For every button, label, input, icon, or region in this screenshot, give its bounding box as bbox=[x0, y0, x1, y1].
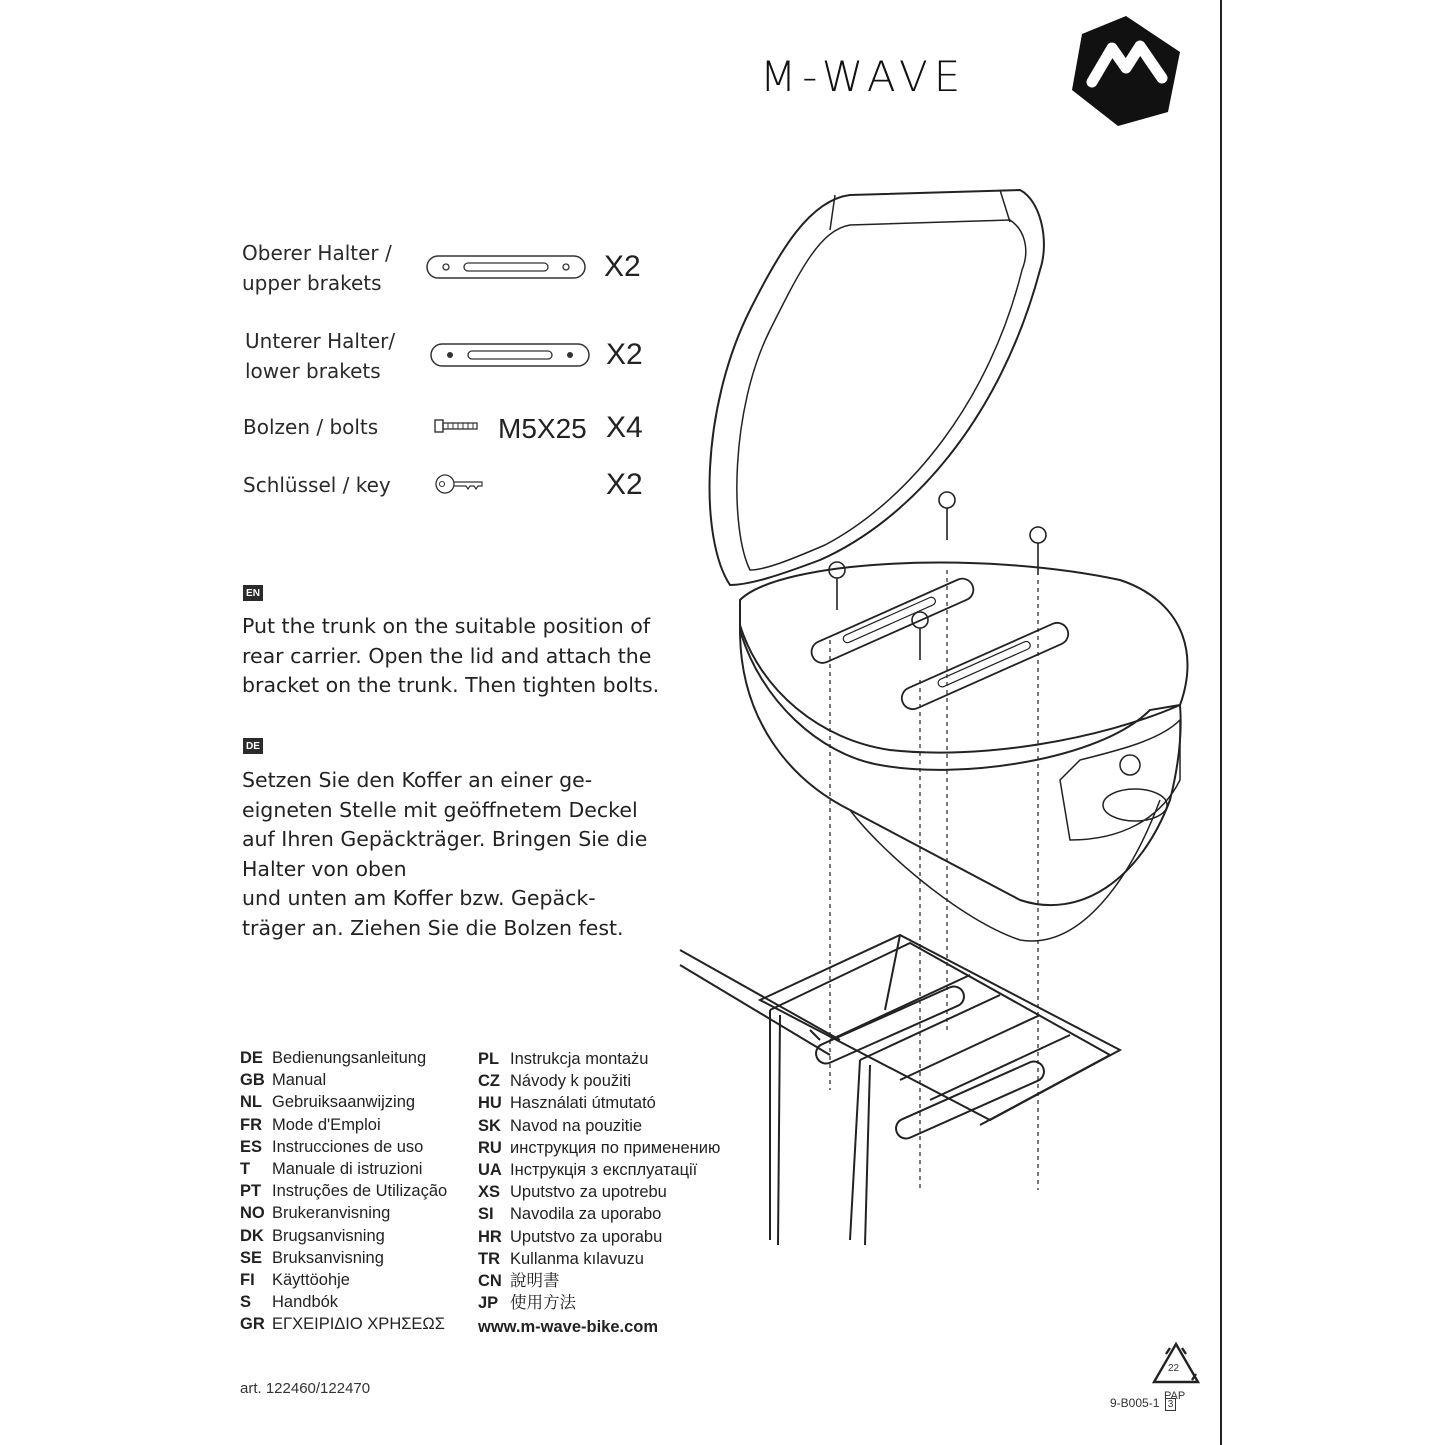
language-row: JP 使用方法 bbox=[478, 1294, 576, 1313]
language-row: T Manuale di istruzioni bbox=[240, 1160, 423, 1179]
upper-brackets-assembly bbox=[808, 575, 1072, 712]
language-row: UA Інструкція з експлуатації bbox=[478, 1161, 698, 1180]
language-row: ES Instrucciones de uso bbox=[240, 1137, 424, 1156]
part-upper-bracket-qty: X2 bbox=[604, 250, 641, 283]
language-row: XS Uputstvo za upotrebu bbox=[478, 1183, 667, 1202]
language-row: FI Käyttöohje bbox=[240, 1271, 350, 1290]
key-icon bbox=[434, 472, 486, 496]
language-row: SE Bruksanvisning bbox=[240, 1248, 384, 1267]
language-row: SI Navodila za uporabo bbox=[478, 1205, 662, 1224]
instructions-en: Put the trunk on the suitable position of rear carrier. Open the lid and attach the bracket on the trunk. Then tighten bolts. bbox=[242, 614, 660, 697]
part-bolt-size: M5X25 bbox=[498, 413, 587, 444]
trunk-body bbox=[740, 563, 1188, 770]
language-row: HR Uputstvo za uporabu bbox=[478, 1227, 663, 1246]
part-key-label: Schlüssel / key bbox=[243, 473, 391, 497]
language-row: DK Brugsanvisning bbox=[240, 1226, 385, 1245]
language-badge-en: EN bbox=[243, 585, 263, 601]
language-row: PT Instruções de Utilização bbox=[240, 1182, 448, 1201]
upper-bracket-icon bbox=[426, 254, 586, 280]
bolts-illustration bbox=[829, 492, 1046, 660]
instructions-de: Setzen Sie den Koffer an einer ge- eigneten Stelle mit geöffnetem Deckel auf Ihren Gepäckträger. Bringen Sie die Halter von oben und unten am Koffer bzw. Gepäck- träger an. Ziehen Sie die Bolzen fest. bbox=[242, 768, 648, 940]
language-row: NO Brukeranvisning bbox=[240, 1204, 391, 1223]
language-row: GB Manual bbox=[240, 1071, 327, 1090]
document-code: 9-B005-1 3 bbox=[1110, 1396, 1176, 1411]
language-row: DE Bedienungsanleitung bbox=[240, 1049, 427, 1067]
recycling-number: 22 bbox=[1168, 1363, 1180, 1374]
language-row: S Handbók bbox=[240, 1293, 339, 1312]
part-lower-bracket-label: Unterer Halter/ lower brakets bbox=[245, 329, 396, 383]
brand-wordmark: M-WAVE bbox=[760, 52, 967, 101]
part-bolt-label: Bolzen / bolts bbox=[243, 415, 379, 439]
small-recycling-number: 3 bbox=[1165, 1398, 1177, 1411]
language-row: TR Kullanma kılavuzu bbox=[478, 1249, 644, 1268]
part-key-qty: X2 bbox=[606, 468, 643, 501]
rear-carrier-rack bbox=[680, 935, 1120, 1245]
brand-logo-icon bbox=[1068, 12, 1184, 128]
part-lower-bracket-qty: X2 bbox=[606, 338, 643, 371]
language-badge-de: DE bbox=[243, 738, 263, 754]
recycling-label: PAP bbox=[1164, 1390, 1186, 1402]
language-row: FR Mode d'Emploi bbox=[240, 1115, 381, 1134]
language-row: GR ΕΓΧΕΙΡΙΔΙΟ ΧΡΗΣΕΩΣ bbox=[240, 1315, 445, 1334]
article-number: art. 122460/122470 bbox=[240, 1380, 371, 1397]
page-edge-rule bbox=[1220, 0, 1222, 1445]
bolt-icon bbox=[434, 418, 480, 434]
language-row: RU инструкция по применению bbox=[478, 1138, 721, 1157]
language-row: PL Instrukcja montażu bbox=[478, 1050, 649, 1068]
website-link[interactable]: www.m-wave-bike.com bbox=[478, 1318, 659, 1337]
language-row: NL Gebruiksaanwijzing bbox=[240, 1093, 416, 1112]
language-row: HU Használati útmutató bbox=[478, 1094, 656, 1113]
language-row: SK Navod na pouzitie bbox=[478, 1116, 643, 1135]
trunk-lid bbox=[710, 190, 1044, 585]
lower-bracket-icon bbox=[430, 342, 590, 368]
language-list-left bbox=[240, 1047, 447, 1336]
part-upper-bracket-label: Oberer Halter / upper brakets bbox=[242, 241, 392, 295]
language-row: CN 說明書 bbox=[478, 1272, 560, 1291]
language-row: CZ Návody k použiti bbox=[478, 1072, 632, 1091]
part-bolt-qty: X4 bbox=[606, 411, 643, 444]
trunk-installation-illustration bbox=[660, 160, 1220, 1260]
